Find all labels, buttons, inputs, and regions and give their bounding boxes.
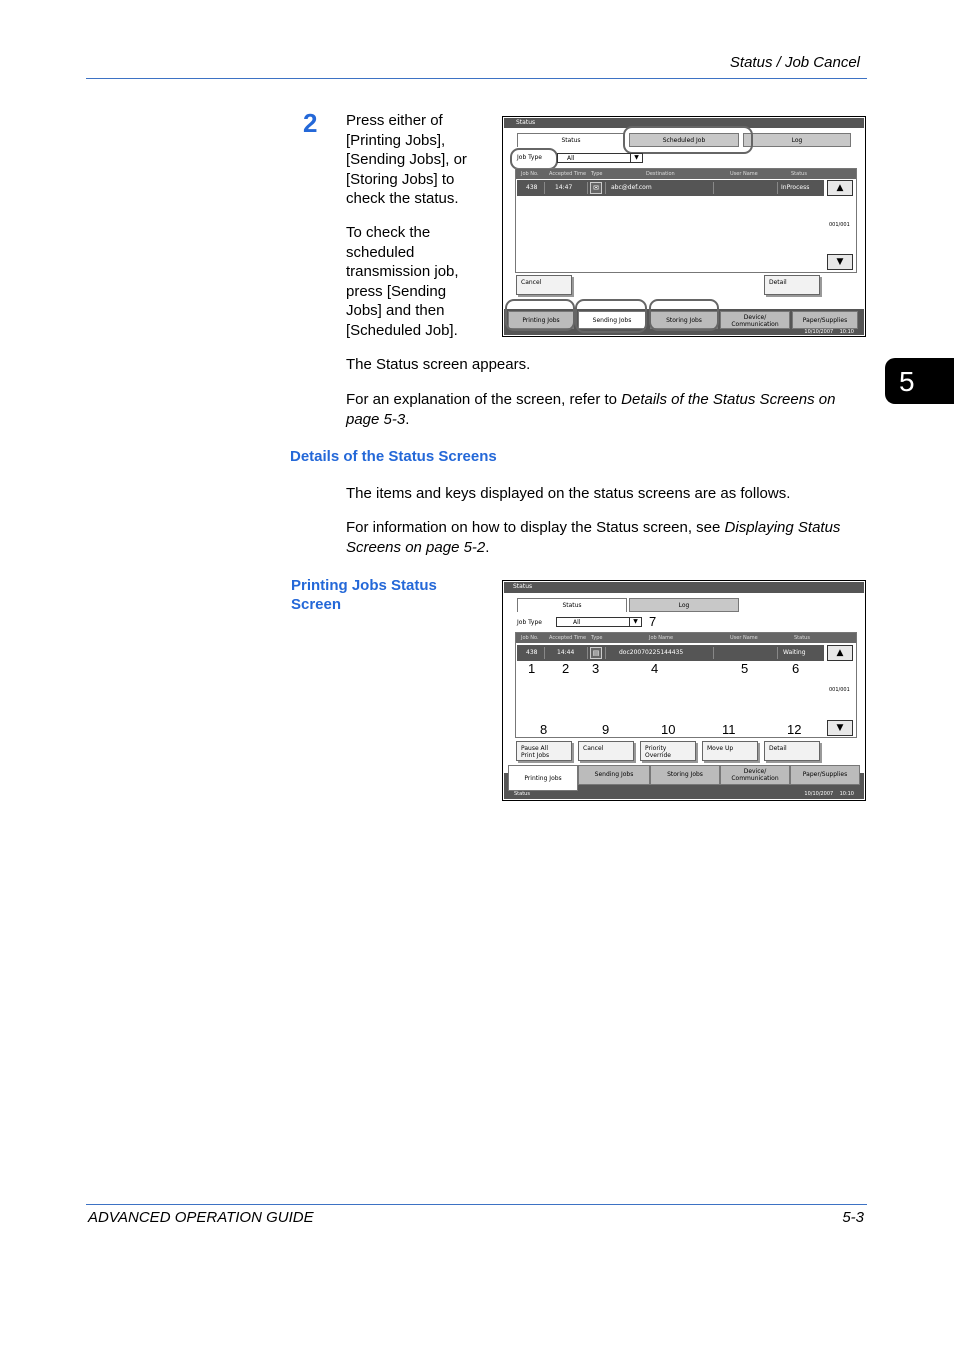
page-indicator: 001/001 (829, 687, 850, 693)
cancel-button[interactable]: Cancel (578, 741, 634, 761)
callout-9: 9 (602, 722, 610, 737)
callout-12: 12 (787, 722, 802, 737)
job-type-select[interactable] (557, 153, 643, 163)
row-job-no: 438 (526, 649, 538, 656)
tab-device-communication[interactable]: Device/ Communication (720, 765, 790, 785)
callout-7: 7 (649, 614, 657, 629)
row-job-name: doc20070225144435 (619, 649, 684, 656)
details-heading: Details of the Status Screens (290, 448, 497, 465)
footer-page-number: 5-3 (842, 1209, 864, 1226)
scroll-down-button[interactable]: ▼ (827, 254, 853, 270)
explanation-suffix: . (405, 410, 410, 428)
col-user-name: User Name (730, 635, 758, 641)
callout-3: 3 (592, 661, 600, 676)
screen-date: 10/10/2007 10:10 (804, 329, 854, 335)
job-table (515, 168, 857, 273)
cancel-button[interactable]: Cancel (516, 275, 572, 295)
step-number: 2 (303, 108, 318, 138)
callout-4: 4 (651, 661, 659, 676)
chevron-down-icon: ▼ (629, 618, 641, 626)
tab-sending-jobs[interactable]: Sending Jobs (578, 765, 650, 785)
row-destination: abc@def.com (611, 184, 652, 191)
printing-jobs-heading-line1: Printing Jobs Status (291, 577, 437, 594)
tab-paper-supplies[interactable]: Paper/Supplies (792, 311, 858, 329)
screen-title-bar: Status (504, 118, 864, 128)
job-type-value: All (567, 155, 575, 162)
printing-jobs-heading-line2: Screen (291, 596, 342, 613)
screen-date: 10/10/2007 10:10 (804, 791, 854, 797)
table-header (516, 169, 856, 179)
chapter-tab: 5 (885, 358, 954, 404)
col-accepted-time: Accepted Time (549, 171, 587, 177)
tab-storing-jobs[interactable]: Storing Jobs (650, 765, 720, 785)
tab-storing-jobs[interactable]: Storing Jobs (650, 311, 718, 329)
page-header-title: Status / Job Cancel (729, 54, 860, 71)
send-type-icon: ✉ (590, 182, 602, 194)
tab-status[interactable]: Status (517, 133, 625, 147)
job-table (515, 632, 857, 738)
callout-8: 8 (540, 722, 548, 737)
highlight-job-type (510, 148, 558, 170)
chevron-down-icon: ▼ (630, 154, 642, 162)
move-up-button[interactable]: Move Up (702, 741, 758, 761)
scroll-up-button[interactable]: ▲ (827, 645, 853, 661)
table-header (516, 633, 856, 643)
col-job-no: Job No. (521, 171, 539, 177)
row-time: 14:44 (557, 649, 575, 656)
col-status: Status (791, 171, 807, 177)
display-info-text (346, 518, 871, 557)
highlight-storing-jobs (649, 299, 719, 331)
step-instruction: Press either of [Printing Jobs], [Sending Jobs], or [Storing Jobs] to check the status. (346, 112, 467, 207)
scroll-up-button[interactable]: ▲ (827, 180, 853, 196)
tab-log[interactable]: Log (743, 133, 851, 147)
explanation-text (346, 390, 866, 429)
priority-override-button[interactable]: Priority Override (640, 741, 696, 761)
callout-1: 1 (528, 661, 536, 676)
col-destination: Destination (646, 171, 675, 177)
tab-paper-supplies[interactable]: Paper/Supplies (790, 765, 860, 785)
job-type-select[interactable] (556, 617, 642, 627)
table-row[interactable] (517, 645, 824, 661)
tab-printing-jobs[interactable]: Printing Jobs (508, 765, 578, 791)
col-accepted-time: Accepted Time (549, 635, 587, 641)
callout-10: 10 (661, 722, 676, 737)
col-job-name: Job Name (649, 635, 674, 641)
col-type: Type (591, 171, 603, 177)
status-appears-text: The Status screen appears. (346, 356, 531, 373)
tab-status[interactable]: Status (517, 598, 627, 612)
footer-guide-title: ADVANCED OPERATION GUIDE (88, 1209, 314, 1226)
tab-printing-jobs[interactable]: Printing Jobs (508, 311, 574, 329)
tab-device-communication[interactable]: Device/ Communication (720, 311, 790, 329)
job-type-value: All (573, 619, 581, 626)
highlight-sending-jobs (575, 299, 647, 333)
tab-sending-jobs[interactable]: Sending Jobs (578, 311, 646, 329)
detail-button[interactable]: Detail (764, 741, 820, 761)
callout-5: 5 (741, 661, 749, 676)
step-note: To check the scheduled transmission job, press [Sending Jobs] and then [Scheduled Job]. (346, 224, 459, 339)
detail-button[interactable]: Detail (764, 275, 820, 295)
items-text: The items and keys displayed on the status screens are as follows. (346, 485, 791, 502)
callout-11: 11 (722, 722, 736, 737)
row-status: Waiting (783, 649, 806, 656)
status-bar-label: Status (514, 791, 530, 797)
job-type-label: Job Type (517, 619, 542, 626)
display-info-suffix: . (485, 538, 490, 556)
display-info-ref: Displaying Status Screens on page 5-2 (346, 519, 841, 556)
scroll-down-button[interactable]: ▼ (827, 720, 853, 736)
bottom-tab-bar (504, 768, 864, 799)
tab-scheduled-job[interactable]: Scheduled Job (629, 133, 739, 147)
row-time: 14:47 (555, 184, 573, 191)
print-type-icon: ▤ (590, 647, 602, 659)
table-row[interactable] (517, 180, 824, 196)
col-user-name: User Name (730, 171, 758, 177)
pause-all-print-jobs-button[interactable]: Pause All Print Jobs (516, 741, 572, 761)
screen-title-bar: Status (504, 582, 864, 593)
tab-log[interactable]: Log (629, 598, 739, 612)
status-screen-scheduled (502, 116, 866, 337)
callout-2: 2 (562, 661, 570, 676)
footer-rule (86, 1204, 867, 1205)
job-type-label: Job Type (517, 154, 542, 161)
display-info-prefix: For information on how to display the Status screen, see (346, 519, 725, 536)
highlight-printing-jobs (505, 299, 575, 331)
status-screen-printing (502, 580, 866, 801)
col-type: Type (591, 635, 603, 641)
row-job-no: 438 (526, 184, 538, 191)
callout-6: 6 (792, 661, 800, 676)
header-rule (86, 78, 867, 79)
row-status: InProcess (781, 184, 810, 191)
explanation-prefix: For an explanation of the screen, refer to (346, 391, 622, 408)
explanation-ref: Details of the Status Screens on page 5-3 (346, 391, 836, 428)
highlight-scheduled-job (623, 126, 753, 154)
col-job-no: Job No. (521, 635, 539, 641)
col-status: Status (794, 635, 810, 641)
page-indicator: 001/001 (829, 222, 850, 228)
